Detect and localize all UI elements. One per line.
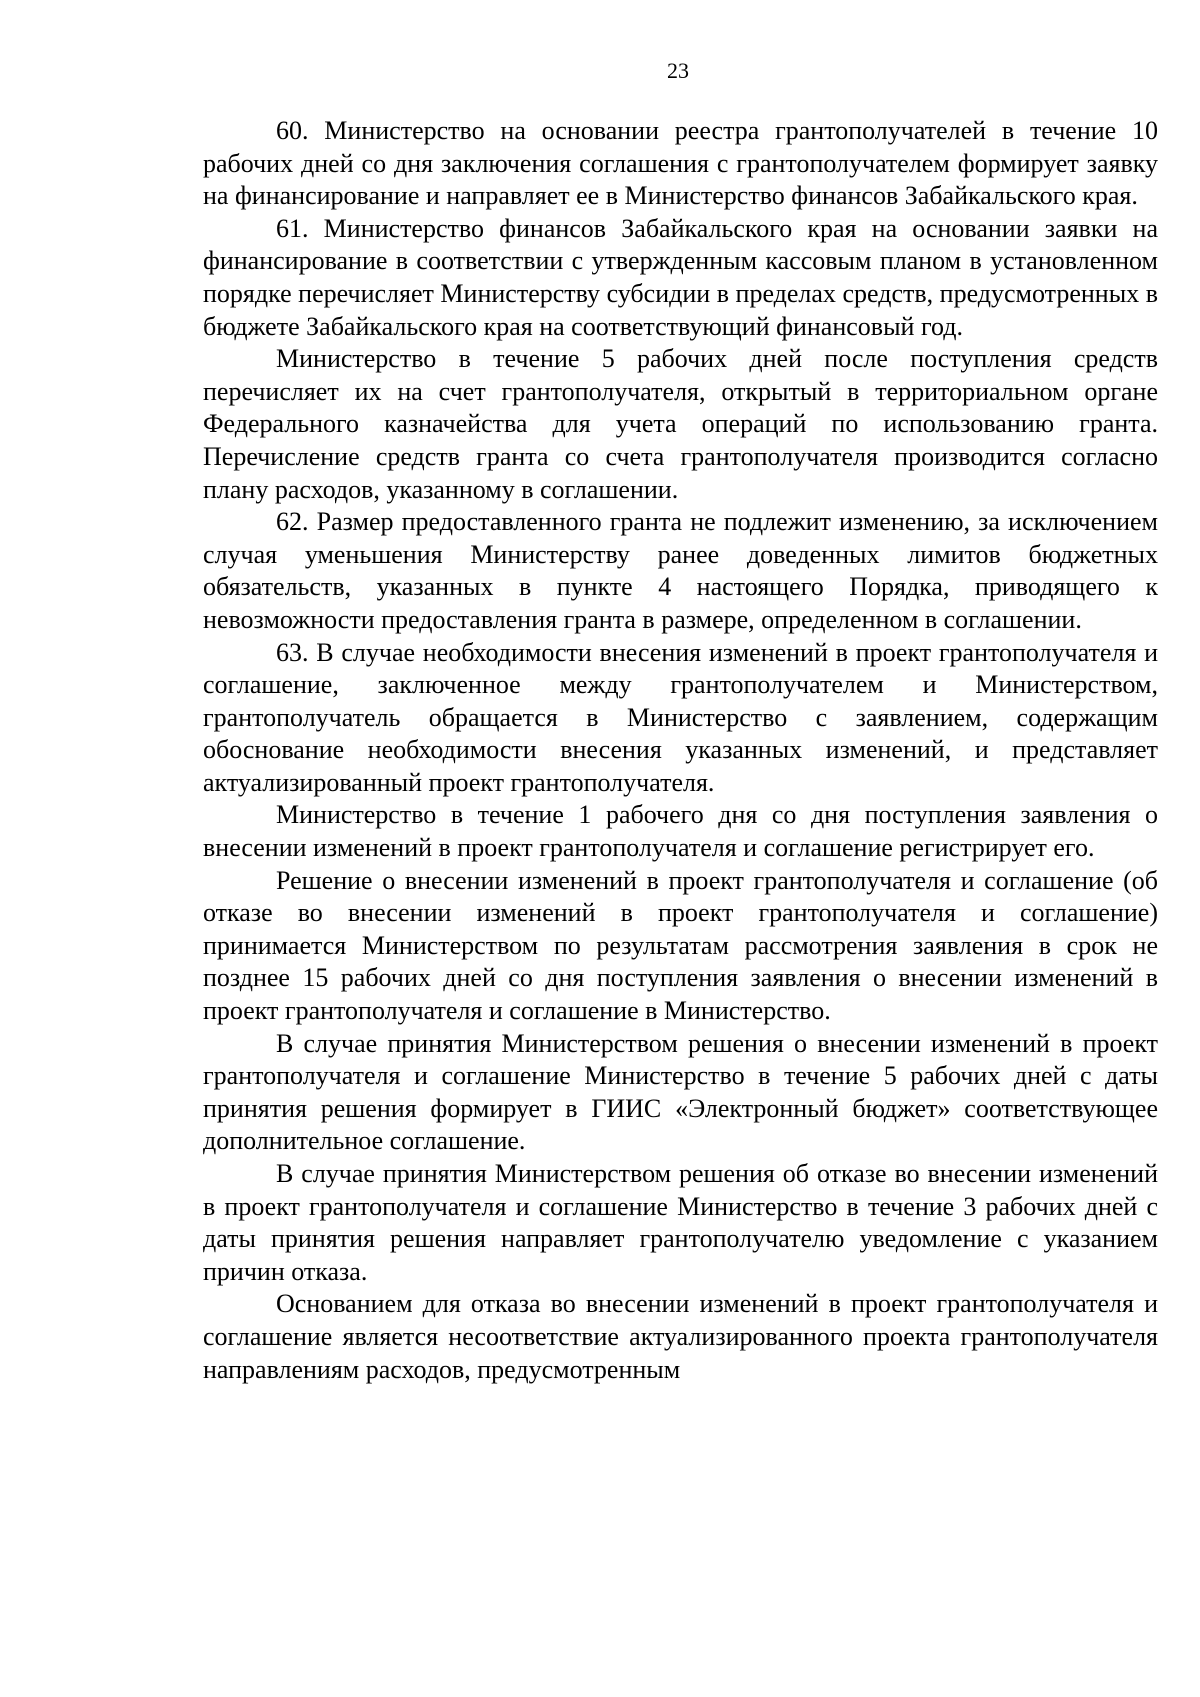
paragraph-63-refusal: В случае принятия Министерством решения об отказе во внесении изменений в проект грантополучателя и соглашение Министерство в течение 3 рабочих дней с даты принятия решения направляет грантополучателю уведомление с указанием причин отказа. [203, 1159, 1158, 1286]
page-number: 23 [667, 58, 689, 83]
paragraph-63: 63. В случае необходимости внесения изменений в проект грантополучателя и соглашение, заключенное между грантополучателем и Министерством, грантополучатель обращается в Министерство с заявлением, содержащим обоснование необходимости внесения указанных изменений, и представляет актуализированный проект грантополучателя. [203, 637, 1158, 797]
paragraph-62: 62. Размер предоставленного гранта не подлежит изменению, за исключением случая уменьшения Министерству ранее доведенных лимитов бюджетных обязательств, указанных в пункте 4 настоящего Порядка, приводящего к невозможности предоставления гранта в размере, определенном в соглашении. [203, 507, 1158, 634]
paragraph-61: 61. Министерство финансов Забайкальского края на основании заявки на финансирование в соответствии с утвержденным кассовым планом в установленном порядке перечисляет Министерству субсидии в пределах средств, предусмотренных в бюджете Забайкальского края на соответствующий финансовый год. [203, 213, 1158, 341]
paragraph-63-refusal-grounds: Основанием для отказа во внесении изменений в проект грантополучателя и соглашение является несоответствие актуализированного проекта грантополучателя направлениям расходов, предусмотренным [203, 1289, 1158, 1384]
document-body [203, 115, 1158, 1386]
paragraph-60: 60. Министерство на основании реестра грантополучателей в течение 10 рабочих дней со дня заключения соглашения с грантополучателем формирует заявку на финансирование и направляет ее в Министерство финансов Забайкальского края. [203, 116, 1158, 211]
paragraph-61-transfer: Министерство в течение 5 рабочих дней после поступления средств перечисляет их на счет грантополучателя, открытый в территориальном органе Федерального казначейства для учета операций по использованию гранта. Перечисление средств гранта со счета грантополучателя производится согласно плану расходов, указанному в соглашении. [203, 344, 1158, 504]
paragraph-63-registration: Министерство в течение 1 рабочего дня со дня поступления заявления о внесении изменений в проект грантополучателя и соглашение регистрирует его. [203, 800, 1158, 863]
paragraph-63-decision: Решение о внесении изменений в проект грантополучателя и соглашение (об отказе во внесении изменений в проект грантополучателя и соглашение) принимается Министерством по результатам рассмотрения заявления в срок не позднее 15 рабочих дней со дня поступления заявления о внесении изменений в проект грантополучателя и соглашение в Министерство. [203, 865, 1158, 1026]
paragraph-63-approval: В случае принятия Министерством решения о внесении изменений в проект грантополучателя и соглашение Министерство в течение 5 рабочих дней с даты принятия решения формирует в ГИИС «Электронный бюджет» соответствующее дополнительное соглашение. [203, 1028, 1158, 1156]
